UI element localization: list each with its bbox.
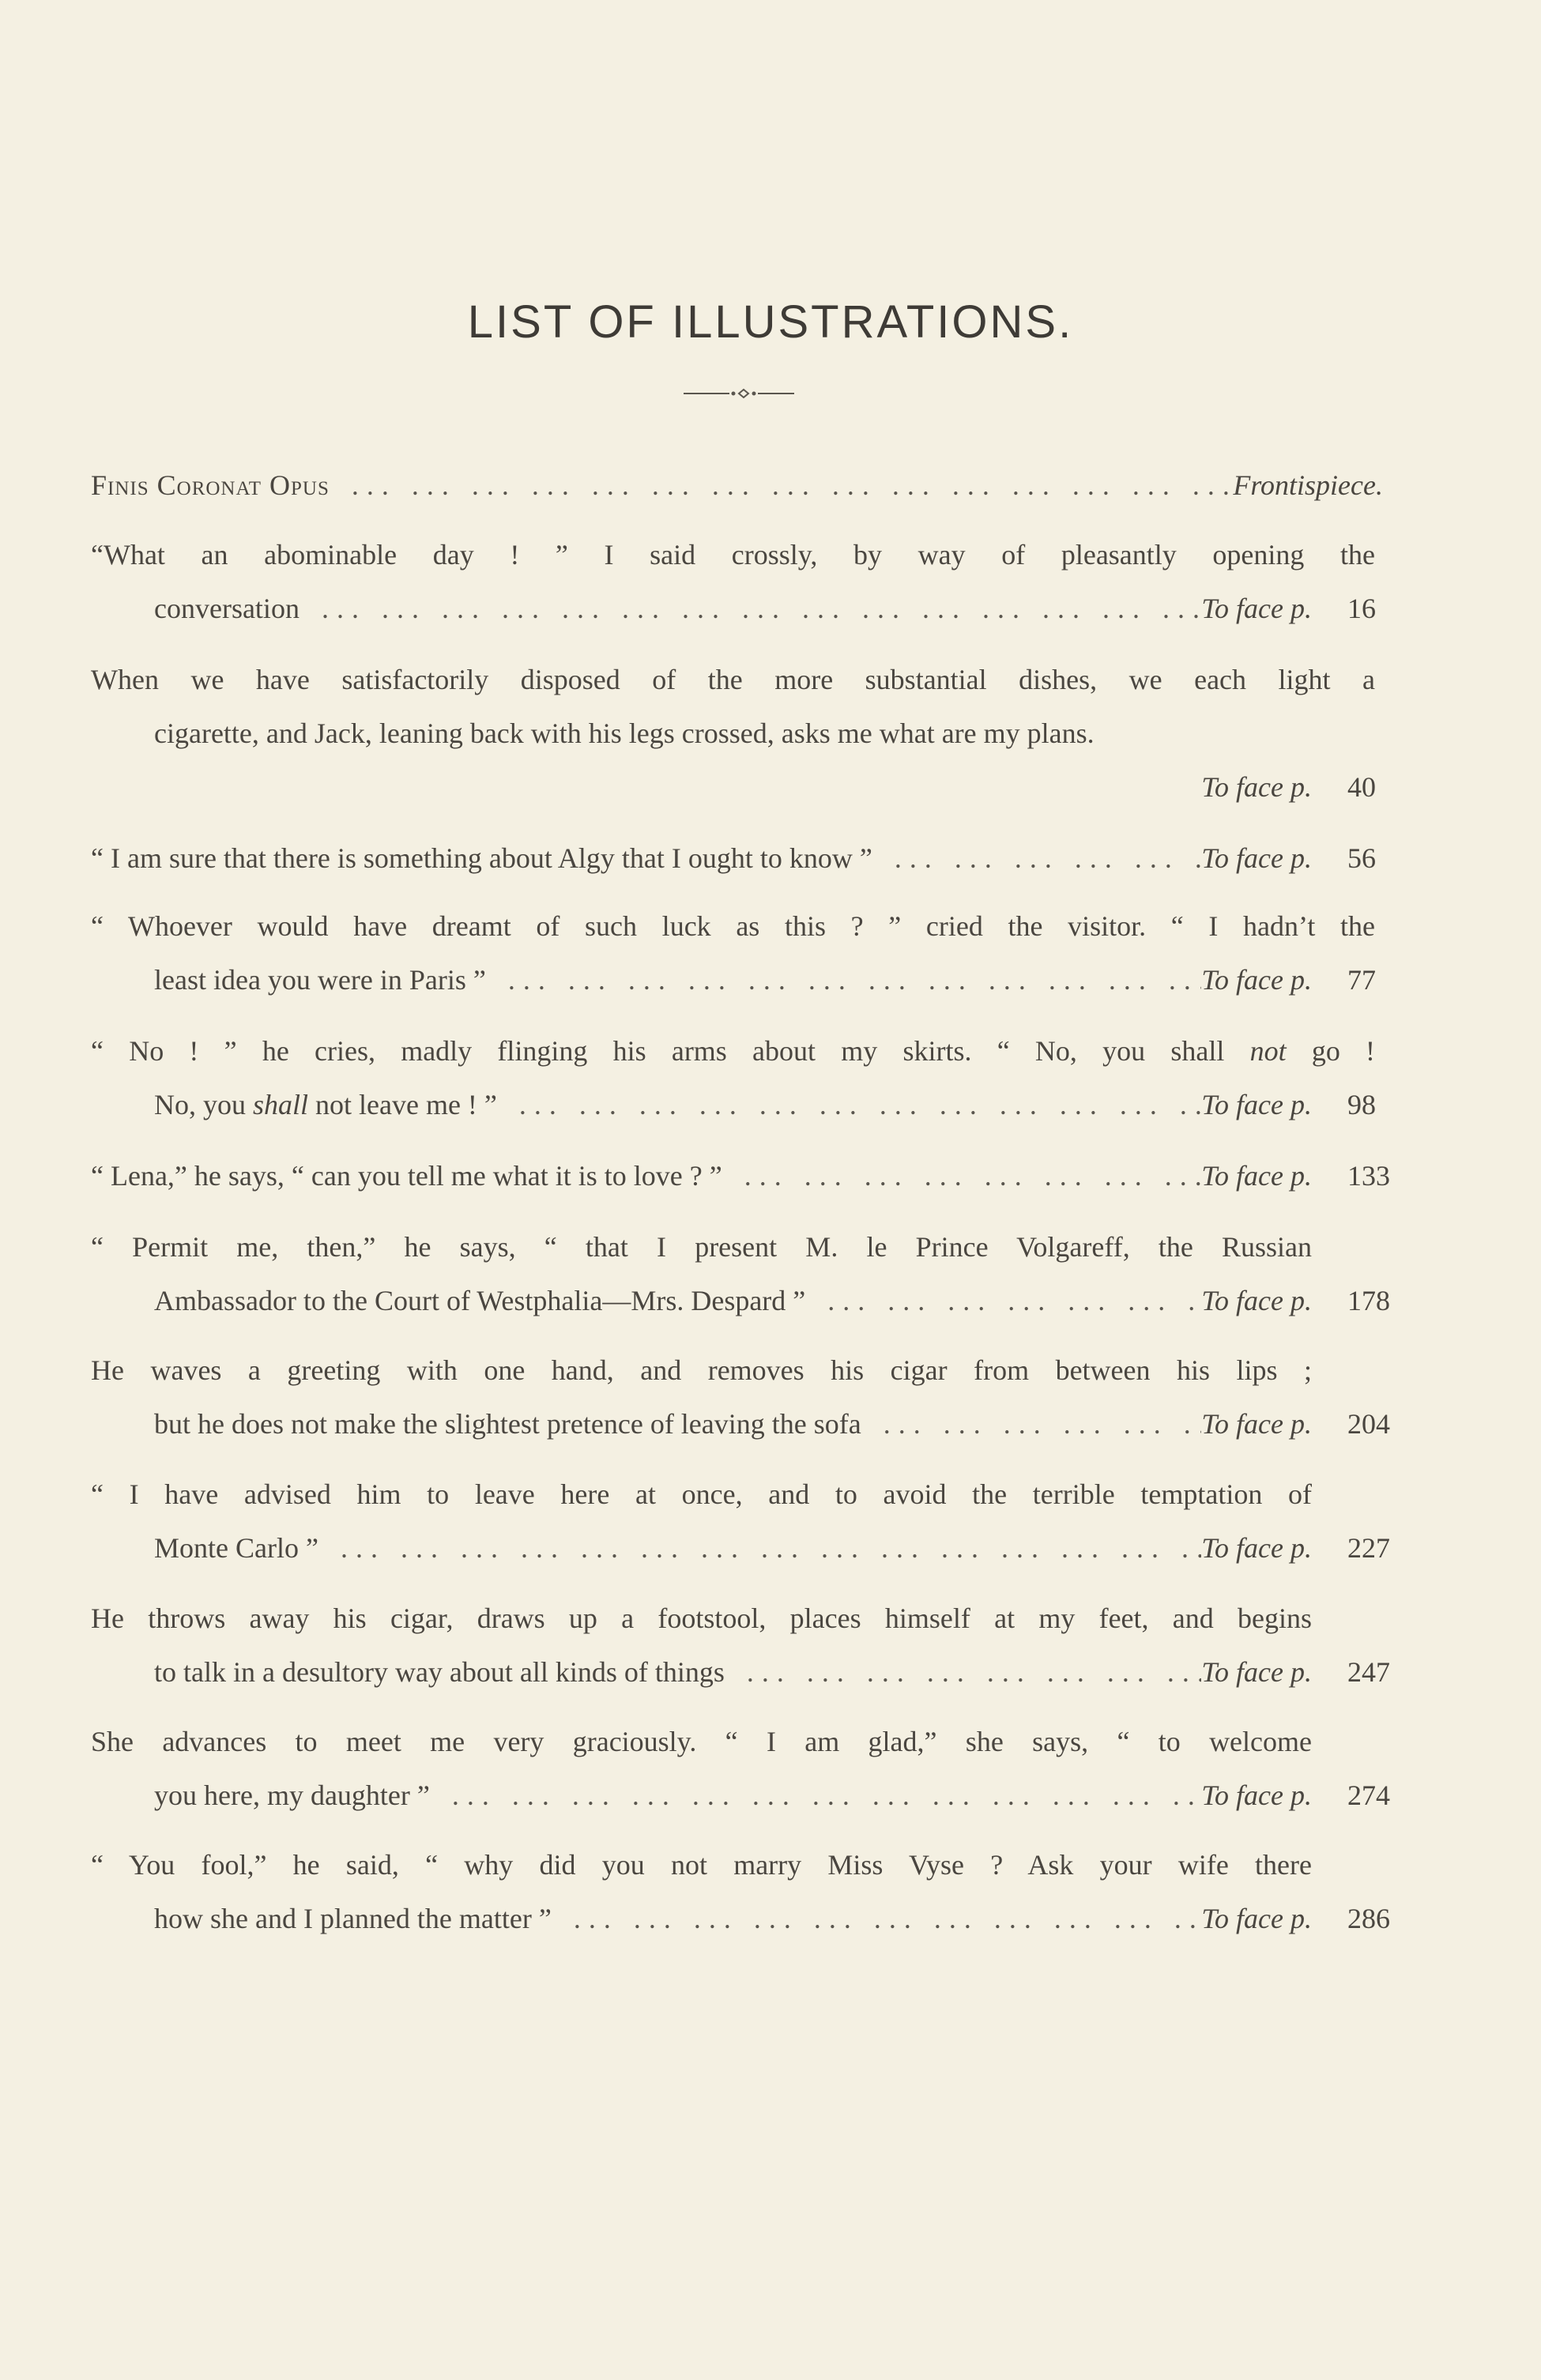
to-face-label: To face p. [1201,771,1312,803]
entry-emphasis: not [1249,1035,1287,1067]
entry-line: “ I have advised him to leave here at once, and to avoid the terrible temptation of [91,1478,1312,1510]
entry-line: “ Whoever would have dreamt of such luck as this ? ” cried the visitor. “ I hadn’t the [91,910,1375,942]
page-number: 56 [1347,842,1376,874]
leader-dots [722,1149,1202,1203]
entry-line: cigarette, and Jack, leaning back with his legs crossed, asks me what are my plans. [154,717,1095,749]
page-number: 247 [1347,1656,1390,1688]
illustration-entry [91,1343,1390,1451]
page-number: 16 [1347,593,1376,624]
to-face-label: To face p. [1201,1285,1312,1316]
page-number: 133 [1347,1160,1390,1192]
entry-line: you here, my daughter ” [154,1779,430,1811]
entry-line [91,1024,1375,1078]
entry-text: go ! [1311,1035,1375,1067]
illustration-entry [91,528,1375,635]
leader-dots [872,831,1202,885]
entry-line: to talk in a desultory way about all kinds of things [154,1656,725,1688]
to-face-label: To face p. [1201,1779,1312,1811]
leader-dots [725,1645,1201,1699]
entry-line: “ You fool,” he said, “ why did you not marry Miss Vyse ? Ask your wife there [91,1849,1312,1881]
illustration-entry [91,1715,1390,1822]
illustration-entry [91,1220,1390,1327]
entry-text: No, you [154,1089,246,1120]
to-face-label: To face p. [1201,1656,1312,1688]
leader-dots [486,953,1201,1007]
entry-line: least idea you were in Paris ” [154,964,486,996]
illustration-entry [91,1838,1390,1945]
page-number: 204 [1347,1408,1390,1440]
leader-dots [300,582,1201,635]
entry-title: Finis Coronat Opus [91,469,330,501]
entry-line: how she and I planned the matter ” [154,1903,552,1934]
illustration-entry [91,1467,1390,1575]
illustration-entry [91,653,1375,814]
to-face-label: To face p. [1201,1408,1312,1440]
entry-line: He waves a greeting with one hand, and removes his cigar from between his lips ; [91,1354,1312,1386]
leader-dots [805,1274,1201,1327]
leader-dots [861,1397,1202,1451]
page-number: 40 [1347,771,1376,803]
page-number: 274 [1347,1779,1390,1811]
entry-line: He throws away his cigar, draws up a footstool, places himself at my feet, and begins [91,1602,1312,1634]
entry-line: “ Permit me, then,” he says, “ that I present M. le Prince Volgareff, the Russian [91,1231,1312,1263]
page-title: LIST OF ILLUSTRATIONS. [467,296,1074,348]
illustration-entry [91,1591,1390,1699]
to-face-label: To face p. [1201,964,1312,996]
entry-line [154,1078,497,1132]
illustration-entry [91,1149,1390,1203]
illustration-entry [91,1024,1375,1132]
entry-line: “ Lena,” he says, “ can you tell me what it is to love ? ” [91,1160,722,1192]
leader-dots [497,1078,1201,1132]
entry-line: but he does not make the slightest pretence of leaving the sofa [154,1408,861,1440]
entry-line: Monte Carlo ” [154,1532,318,1564]
page-number: 227 [1347,1532,1390,1564]
to-face-label: To face p. [1201,1903,1312,1934]
page-number: 286 [1347,1903,1390,1934]
leader-dots [552,1892,1201,1945]
to-face-label: To face p. [1201,1532,1312,1564]
entry-text: not leave me ! ” [315,1089,497,1120]
to-face-label: To face p. [1201,1160,1312,1192]
entry-line: conversation [154,593,300,624]
page-number: 178 [1347,1285,1390,1316]
page-number: 77 [1347,964,1376,996]
entry-line: She advances to meet me very graciously. “ I am glad,” she says, “ to welcome [91,1726,1312,1757]
illustration-entry [91,899,1375,1007]
to-face-label: To face p. [1201,593,1312,624]
entry-line: When we have satisfactorily disposed of the more substantial dishes, we each light a [91,664,1375,695]
ornament-divider [684,386,794,401]
entry-emphasis: shall [253,1089,309,1120]
frontispiece-label: Frontispiece. [1233,469,1383,501]
illustration-entry [91,831,1375,885]
entry-text: “ No ! ” he cries, madly flinging his arms about my skirts. “ No, you shall [91,1035,1225,1067]
illustration-entry [91,458,1383,512]
leader-dots [330,458,1233,512]
page-number: 98 [1347,1089,1376,1120]
to-face-label: To face p. [1201,1089,1312,1120]
to-face-label: To face p. [1201,842,1312,874]
entry-line: Ambassador to the Court of Westphalia—Mrs. Despard ” [154,1285,806,1316]
entry-line: “ I am sure that there is something about Algy that I ought to know ” [91,842,872,874]
leader-dots [430,1768,1201,1822]
leader-dots [318,1521,1201,1575]
entry-line: “What an abominable day ! ” I said crossly, by way of pleasantly opening the [91,539,1375,571]
